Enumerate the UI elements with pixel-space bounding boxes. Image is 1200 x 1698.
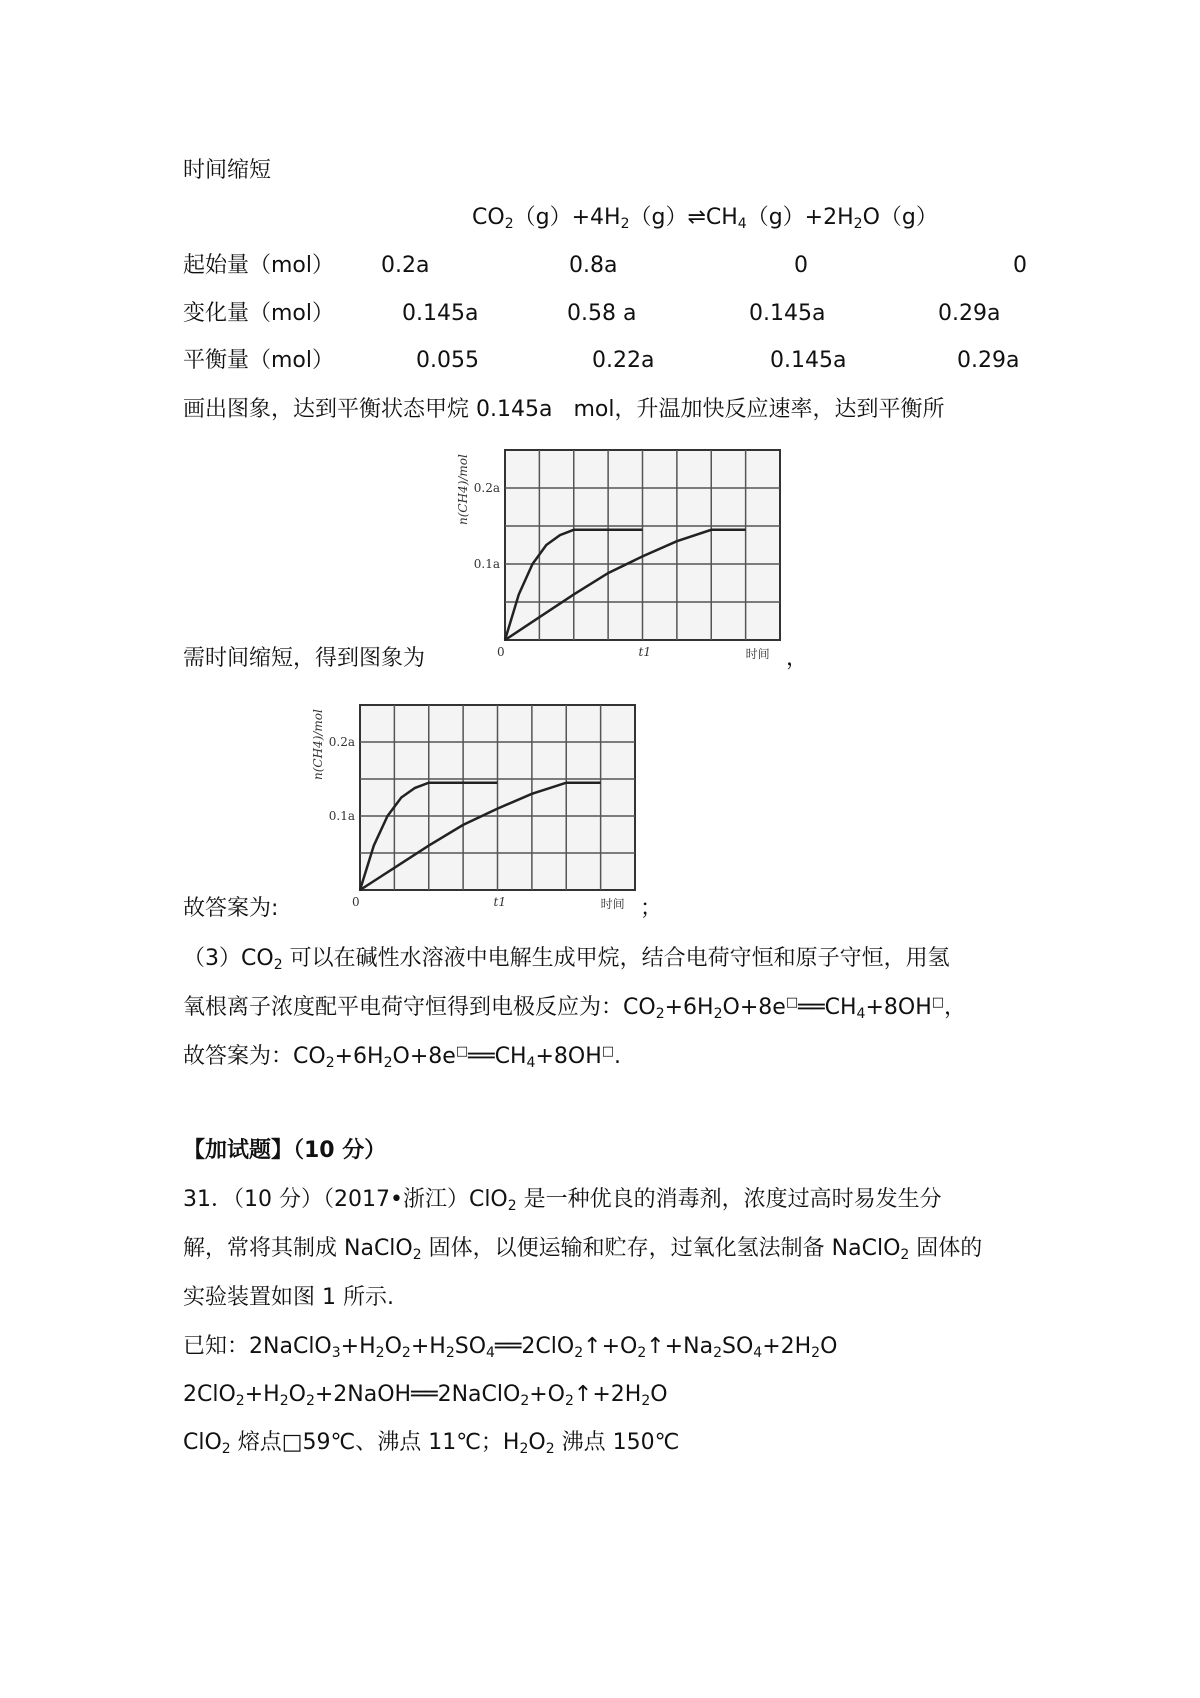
row-label: 变化量（mol） [183,301,335,326]
text-line: 氧根离子浓度配平电荷守恒得到电极反应为：$CO_2+6H_2O+8e^□══CH_4+8OH^□$， [183,995,967,1022]
text-span: 沸点 150℃ [554,1430,680,1455]
text-line: ， [786,646,809,671]
text-line: ClO$_2$ 熔点□59℃、沸点 11℃；$H_2O_2$ 沸点 150℃ [183,1430,680,1457]
chart-1 [450,440,790,670]
text-span: mol，升温加快反应速率，达到平衡所 [552,397,945,422]
text-line: $2ClO_2+H_2O_2+2NaOH══2NaClO_2+O_2↑+2H_2O$ [183,1382,668,1409]
x-axis-label: 时间 [600,897,625,911]
text-span: 固体，以便运输和贮存，过氧化氢法制备 [421,1236,832,1261]
text-line [183,399,944,421]
text-span: 59℃、沸点 11℃； [302,1430,503,1455]
text-span: （3） [183,946,241,971]
text-span: 氧根离子浓度配平电荷守恒得到电极反应为： [183,995,624,1020]
row-label: 平衡量（mol） [183,348,335,373]
text-span: 解，常将其制成 [183,1236,344,1261]
row-value: 0.29a [957,348,1020,373]
x-tick-label: t1 [638,645,651,659]
y-axis-label: n(CH4)/mol [456,454,470,525]
text-span: 31．（10 分）（2017•浙江） [183,1187,469,1212]
text-line: 需时间缩短，得到图象为 [183,646,426,671]
row-value: 0 [794,253,808,278]
y-tick-label: 0.1a [473,557,500,571]
row-value: 0.145a [749,301,826,326]
text-span: 固体的 [909,1236,983,1261]
x-axis-label: 时间 [745,647,770,661]
row-value: 0.145a [770,348,847,373]
text-span: 可以在碱性水溶液中电解生成甲烷，结合电荷守恒和原子守恒，用氢 [282,946,950,971]
text-span: 是一种优良的消毒剂，浓度过高时易发生分 [516,1187,942,1212]
text-line: 解，常将其制成 NaClO$_2$ 固体，以便运输和贮存，过氧化氢法制备 NaClO$_2$ 固体的 [183,1236,983,1263]
text-line: 故答案为: [183,896,279,921]
row-value: 0.8a [569,253,618,278]
text-span: 0.145a [476,397,553,422]
y-tick-label: 0.2a [473,481,500,495]
x-tick-label: 0 [497,645,505,659]
text-span: 画出图象，达到平衡状态甲烷 [183,397,476,422]
text-line: 实验装置如图 1 所示. [183,1285,394,1310]
reaction-equation: $CO_2(g)+4H_2(g)\rightleftharpoons CH_4(g)+2H_2O(g)$ [472,205,938,232]
x-tick-label: 0 [352,895,360,909]
y-tick-label: 0.2a [328,735,355,749]
row-value: 0.29a [938,301,1001,326]
x-tick-label: t1 [493,895,506,909]
row-label: 起始量（mol） [183,253,335,278]
chart-2 [305,695,645,920]
row-value: 0.055 [416,348,479,373]
row-value: 0.145a [402,301,479,326]
row-value: 0 [1013,253,1027,278]
text-span: 已知： [183,1334,250,1359]
text-line: 故答案为：$CO_2+6H_2O+8e^□══CH_4+8OH^□$. [183,1044,622,1071]
text-line: 31．（10 分）（2017•浙江）ClO$_2$ 是一种优良的消毒剂，浓度过高时易发生分 [183,1187,942,1214]
text-line: ； [640,896,663,921]
y-axis-label: n(CH4)/mol [311,709,325,780]
text-span: 故答案为： [183,1044,294,1069]
section-heading: 【加试题】（10 分） [183,1138,387,1163]
row-value: 0.22a [592,348,655,373]
text-line: 时间缩短 [183,158,272,183]
y-tick-label: 0.1a [328,809,355,823]
row-value: 0.58 a [567,301,637,326]
text-line: 已知：$2NaClO_3+H_2O_2+H_2SO_4══2ClO_2↑+O_2↑+Na_2SO_4+2H_2O$ [183,1334,838,1361]
text-line: $(3)CO_2$ 可以在碱性水溶液中电解生成甲烷，结合电荷守恒和原子守恒，用氢 [183,946,950,973]
text-span: 熔点 [230,1430,282,1455]
row-value: 0.2a [381,253,430,278]
